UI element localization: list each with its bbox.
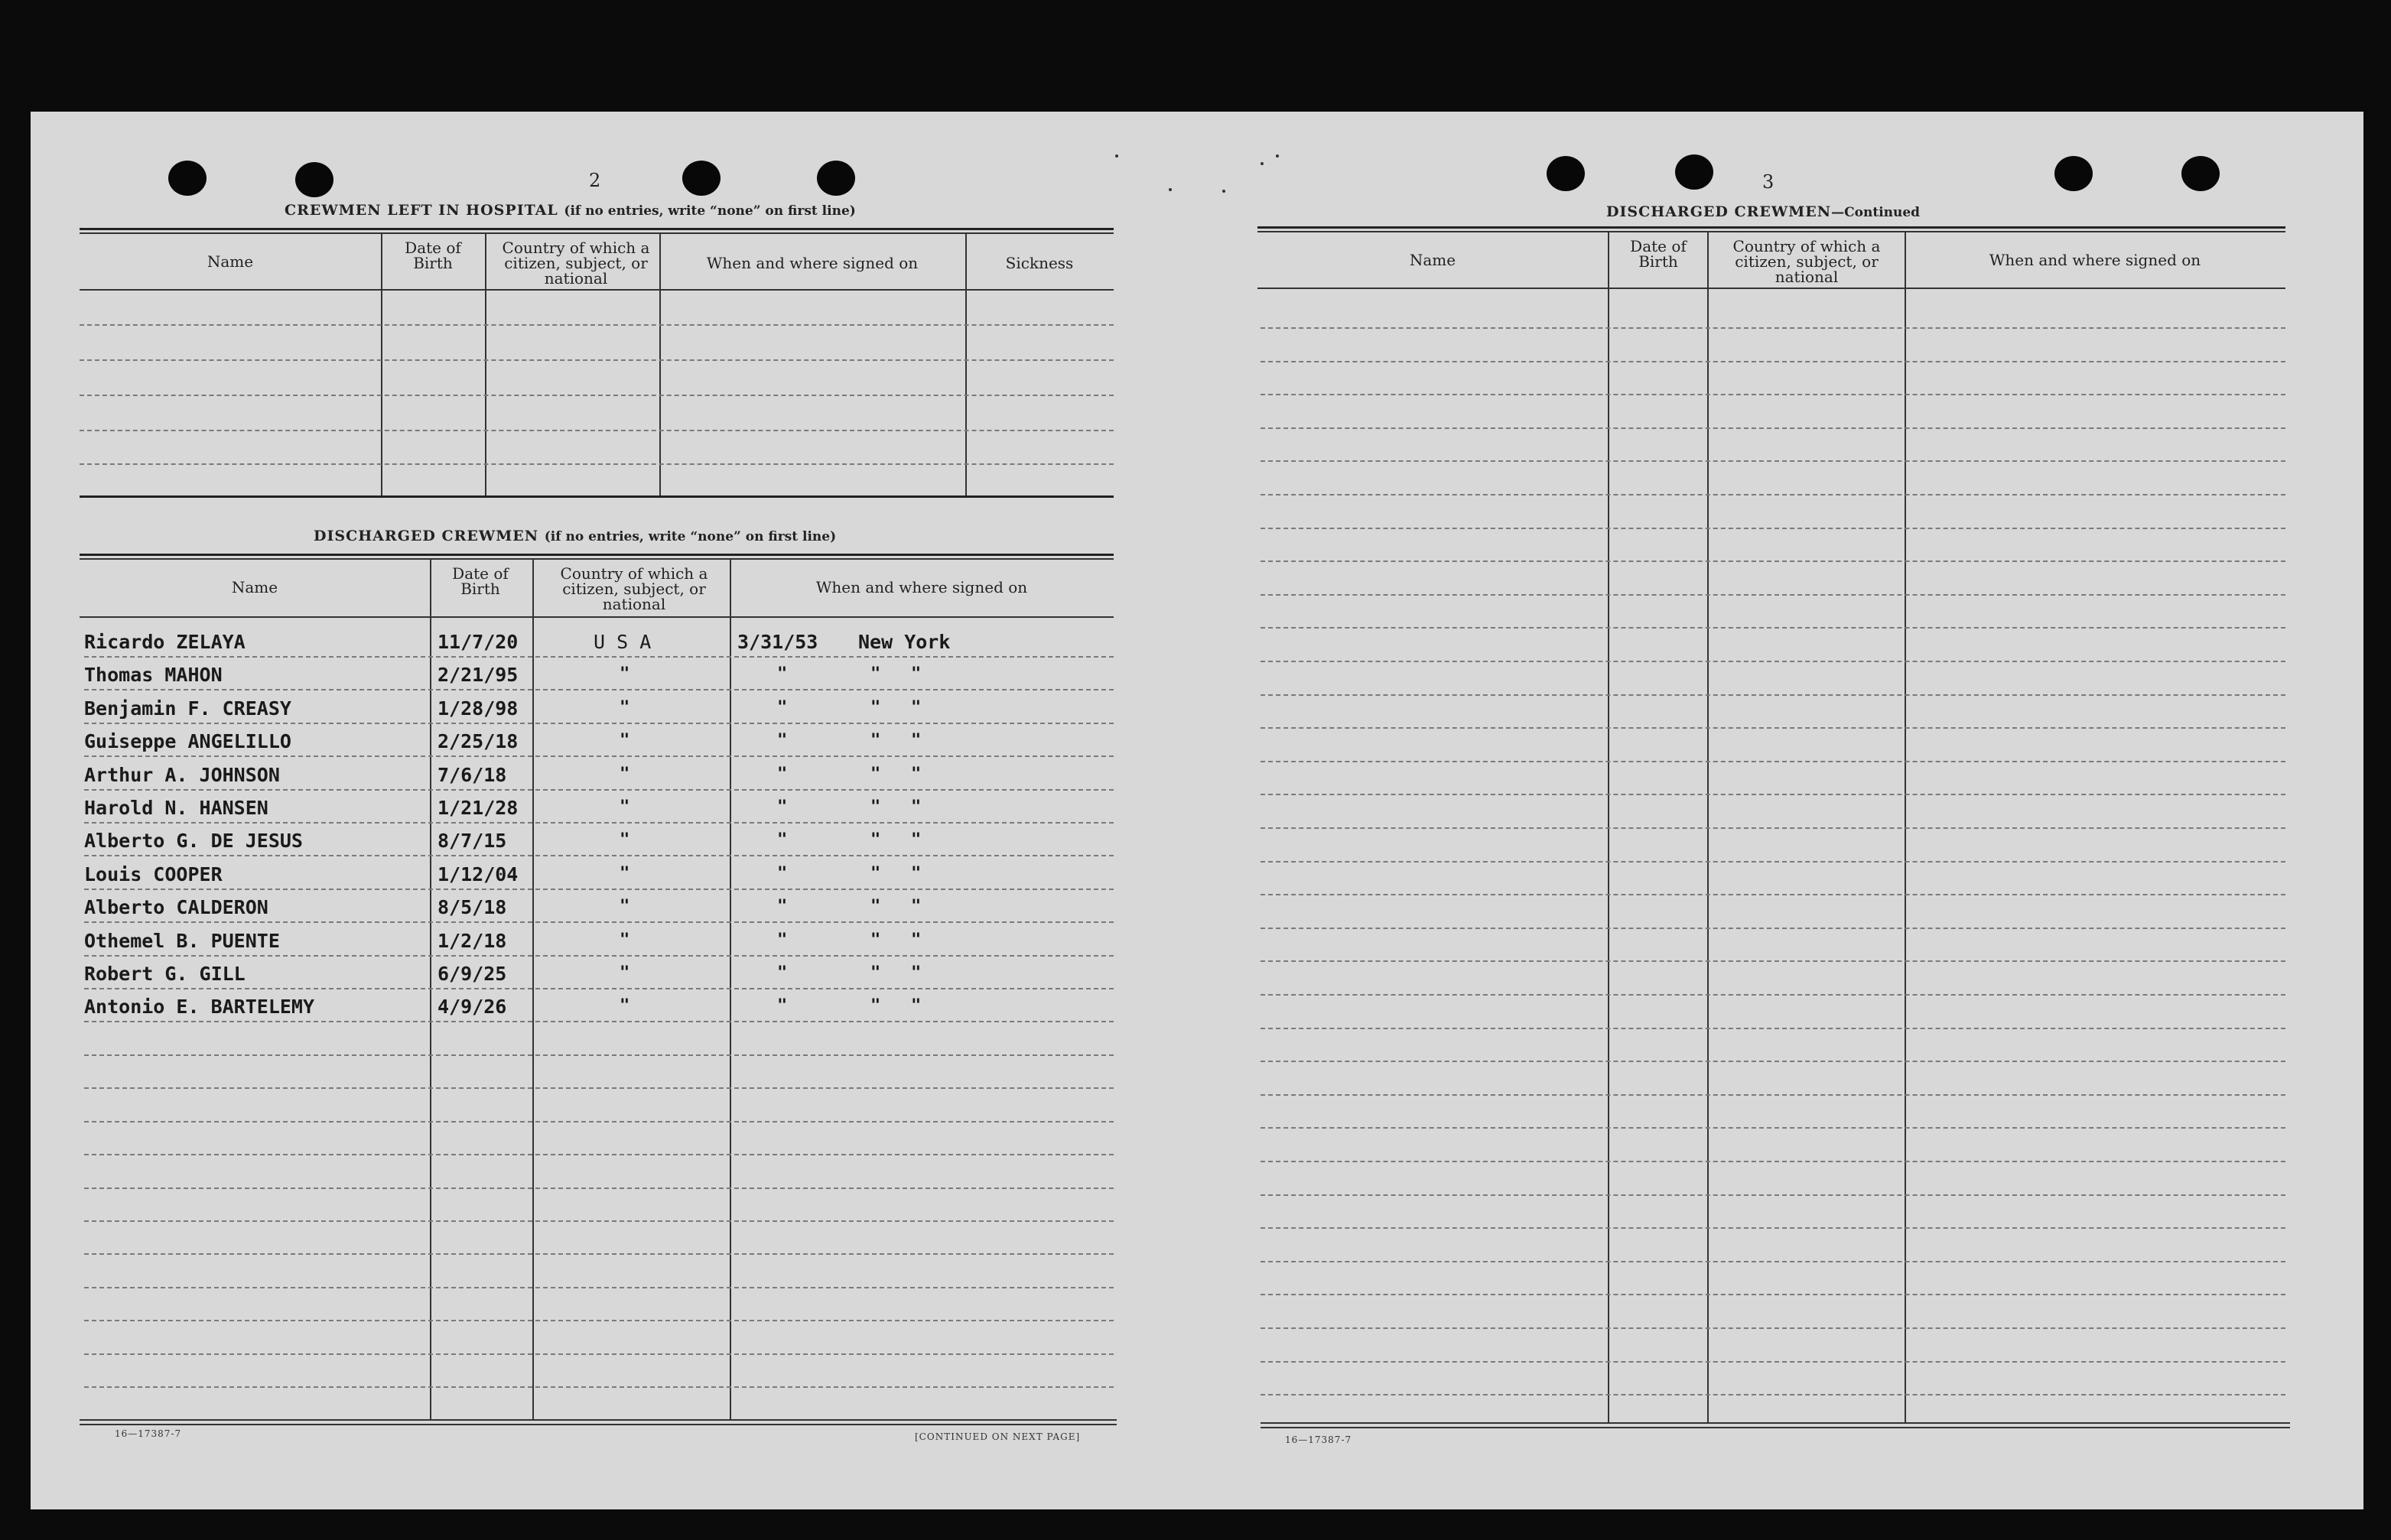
crewman-name: Guiseppe ANGELILLO: [84, 730, 291, 752]
discharged-header-signed: When and where signed on: [815, 578, 1028, 596]
punch-hole: [1675, 154, 1713, 190]
crewman-name: Alberto CALDERON: [84, 896, 268, 918]
crewman-signed-date: 3/31/53: [737, 631, 818, 653]
punch-hole: [2054, 156, 2093, 191]
punch-hole: [682, 161, 721, 196]
crewman-signed-place: " ": [870, 765, 922, 784]
hospital-header-sickness: Sickness: [1005, 254, 1074, 272]
crewman-dob: 8/7/15: [438, 830, 507, 852]
crewman-name: Arthur A. JOHNSON: [84, 764, 280, 786]
continued-header-signed: When and where signed on: [1989, 251, 2201, 269]
crewman-signed-place: " ": [870, 897, 922, 916]
crewman-country: U S A: [594, 631, 652, 653]
crewman-signed-date: ": [777, 698, 788, 717]
continued-header-name: Name: [1409, 251, 1456, 269]
crewman-signed-date: ": [777, 765, 788, 784]
continued-note: [CONTINUED ON NEXT PAGE]: [915, 1431, 1081, 1442]
crewman-signed-place: " ": [870, 963, 922, 983]
crewman-dob: 4/9/26: [438, 996, 507, 1018]
discharged-section-title: DISCHARGED CREWMEN (if no entries, write “none” on first line): [314, 528, 837, 544]
crewman-signed-date: ": [777, 664, 788, 684]
crewman-signed-place: " ": [870, 731, 922, 750]
discharged-continued-title: DISCHARGED CREWMEN—Continued: [1606, 203, 1921, 220]
crewman-dob: 1/21/28: [438, 797, 519, 819]
crewman-country: ": [620, 664, 630, 684]
crewman-signed-date: ": [777, 798, 788, 817]
crewman-country: ": [620, 765, 630, 784]
crewman-name: Alberto G. DE JESUS: [84, 830, 303, 852]
hospital-header-name: Name: [207, 252, 254, 271]
crewman-country: ": [620, 698, 630, 717]
crewman-country: ": [620, 963, 630, 983]
crewman-signed-date: ": [777, 931, 788, 950]
crewman-dob: 7/6/18: [438, 764, 507, 786]
crewman-signed-date: ": [777, 897, 788, 916]
discharged-header-dob: Date of Birth: [452, 564, 509, 598]
discharged-header-country: Country of which a citizen, subject, or national: [560, 564, 708, 613]
punch-hole: [2181, 156, 2220, 191]
form-number-right: 16—17387-7: [1285, 1434, 1352, 1445]
crewman-signed-place: " ": [870, 664, 922, 684]
punch-hole: [1547, 156, 1585, 191]
hospital-header-signed: When and where signed on: [706, 254, 919, 272]
crewman-country: ": [620, 897, 630, 916]
crewman-country: ": [620, 731, 630, 750]
crewman-name: Robert G. GILL: [84, 963, 246, 985]
crewman-signed-date: ": [777, 996, 788, 1015]
crewman-country: ": [620, 996, 630, 1015]
punch-hole: [295, 162, 333, 197]
crewman-signed-date: ": [777, 963, 788, 983]
crewman-signed-place: New York: [858, 631, 951, 653]
hospital-header-country: Country of which a citizen, subject, or national: [502, 239, 650, 288]
crewman-signed-date: ": [777, 830, 788, 850]
punch-hole: [817, 161, 855, 196]
crewman-signed-place: " ": [870, 798, 922, 817]
crewman-dob: 1/28/98: [438, 697, 519, 720]
crewman-name: Thomas MAHON: [84, 664, 223, 686]
crewman-name: Ricardo ZELAYA: [84, 631, 246, 653]
crewman-name: Antonio E. BARTELEMY: [84, 996, 315, 1018]
crewman-country: ": [620, 798, 630, 817]
hospital-header-dob: Date of Birth: [405, 239, 461, 272]
crewman-country: ": [620, 864, 630, 883]
crewman-dob: 11/7/20: [438, 631, 519, 653]
crewman-signed-date: ": [777, 731, 788, 750]
continued-header-country: Country of which a citizen, subject, or national: [1732, 237, 1881, 286]
crewman-name: Benjamin F. CREASY: [84, 697, 291, 720]
crewman-signed-date: ": [777, 864, 788, 883]
discharged-header-name: Name: [231, 578, 278, 596]
crewman-dob: 2/25/18: [438, 730, 519, 752]
crewman-name: Louis COOPER: [84, 863, 223, 885]
crewman-name: Harold N. HANSEN: [84, 797, 268, 819]
form-number-left: 16—17387-7: [115, 1428, 182, 1439]
crewman-signed-place: " ": [870, 931, 922, 950]
crewman-signed-place: " ": [870, 864, 922, 883]
page-number-left: 2: [589, 170, 601, 191]
crewman-dob: 8/5/18: [438, 896, 507, 918]
crewman-country: ": [620, 830, 630, 850]
page-number-right: 3: [1762, 171, 1775, 193]
crewman-signed-place: " ": [870, 698, 922, 717]
crewman-dob: 6/9/25: [438, 963, 507, 985]
crewman-signed-place: " ": [870, 830, 922, 850]
crewman-dob: 1/12/04: [438, 863, 519, 885]
crewman-dob: 1/2/18: [438, 930, 507, 952]
hospital-section-title: CREWMEN LEFT IN HOSPITAL (if no entries, write “none” on first line): [285, 202, 856, 219]
crewman-dob: 2/21/95: [438, 664, 519, 686]
crewman-signed-place: " ": [870, 996, 922, 1015]
crewman-country: ": [620, 931, 630, 950]
continued-header-dob: Date of Birth: [1630, 237, 1687, 271]
crewman-name: Othemel B. PUENTE: [84, 930, 280, 952]
punch-hole: [168, 161, 207, 196]
